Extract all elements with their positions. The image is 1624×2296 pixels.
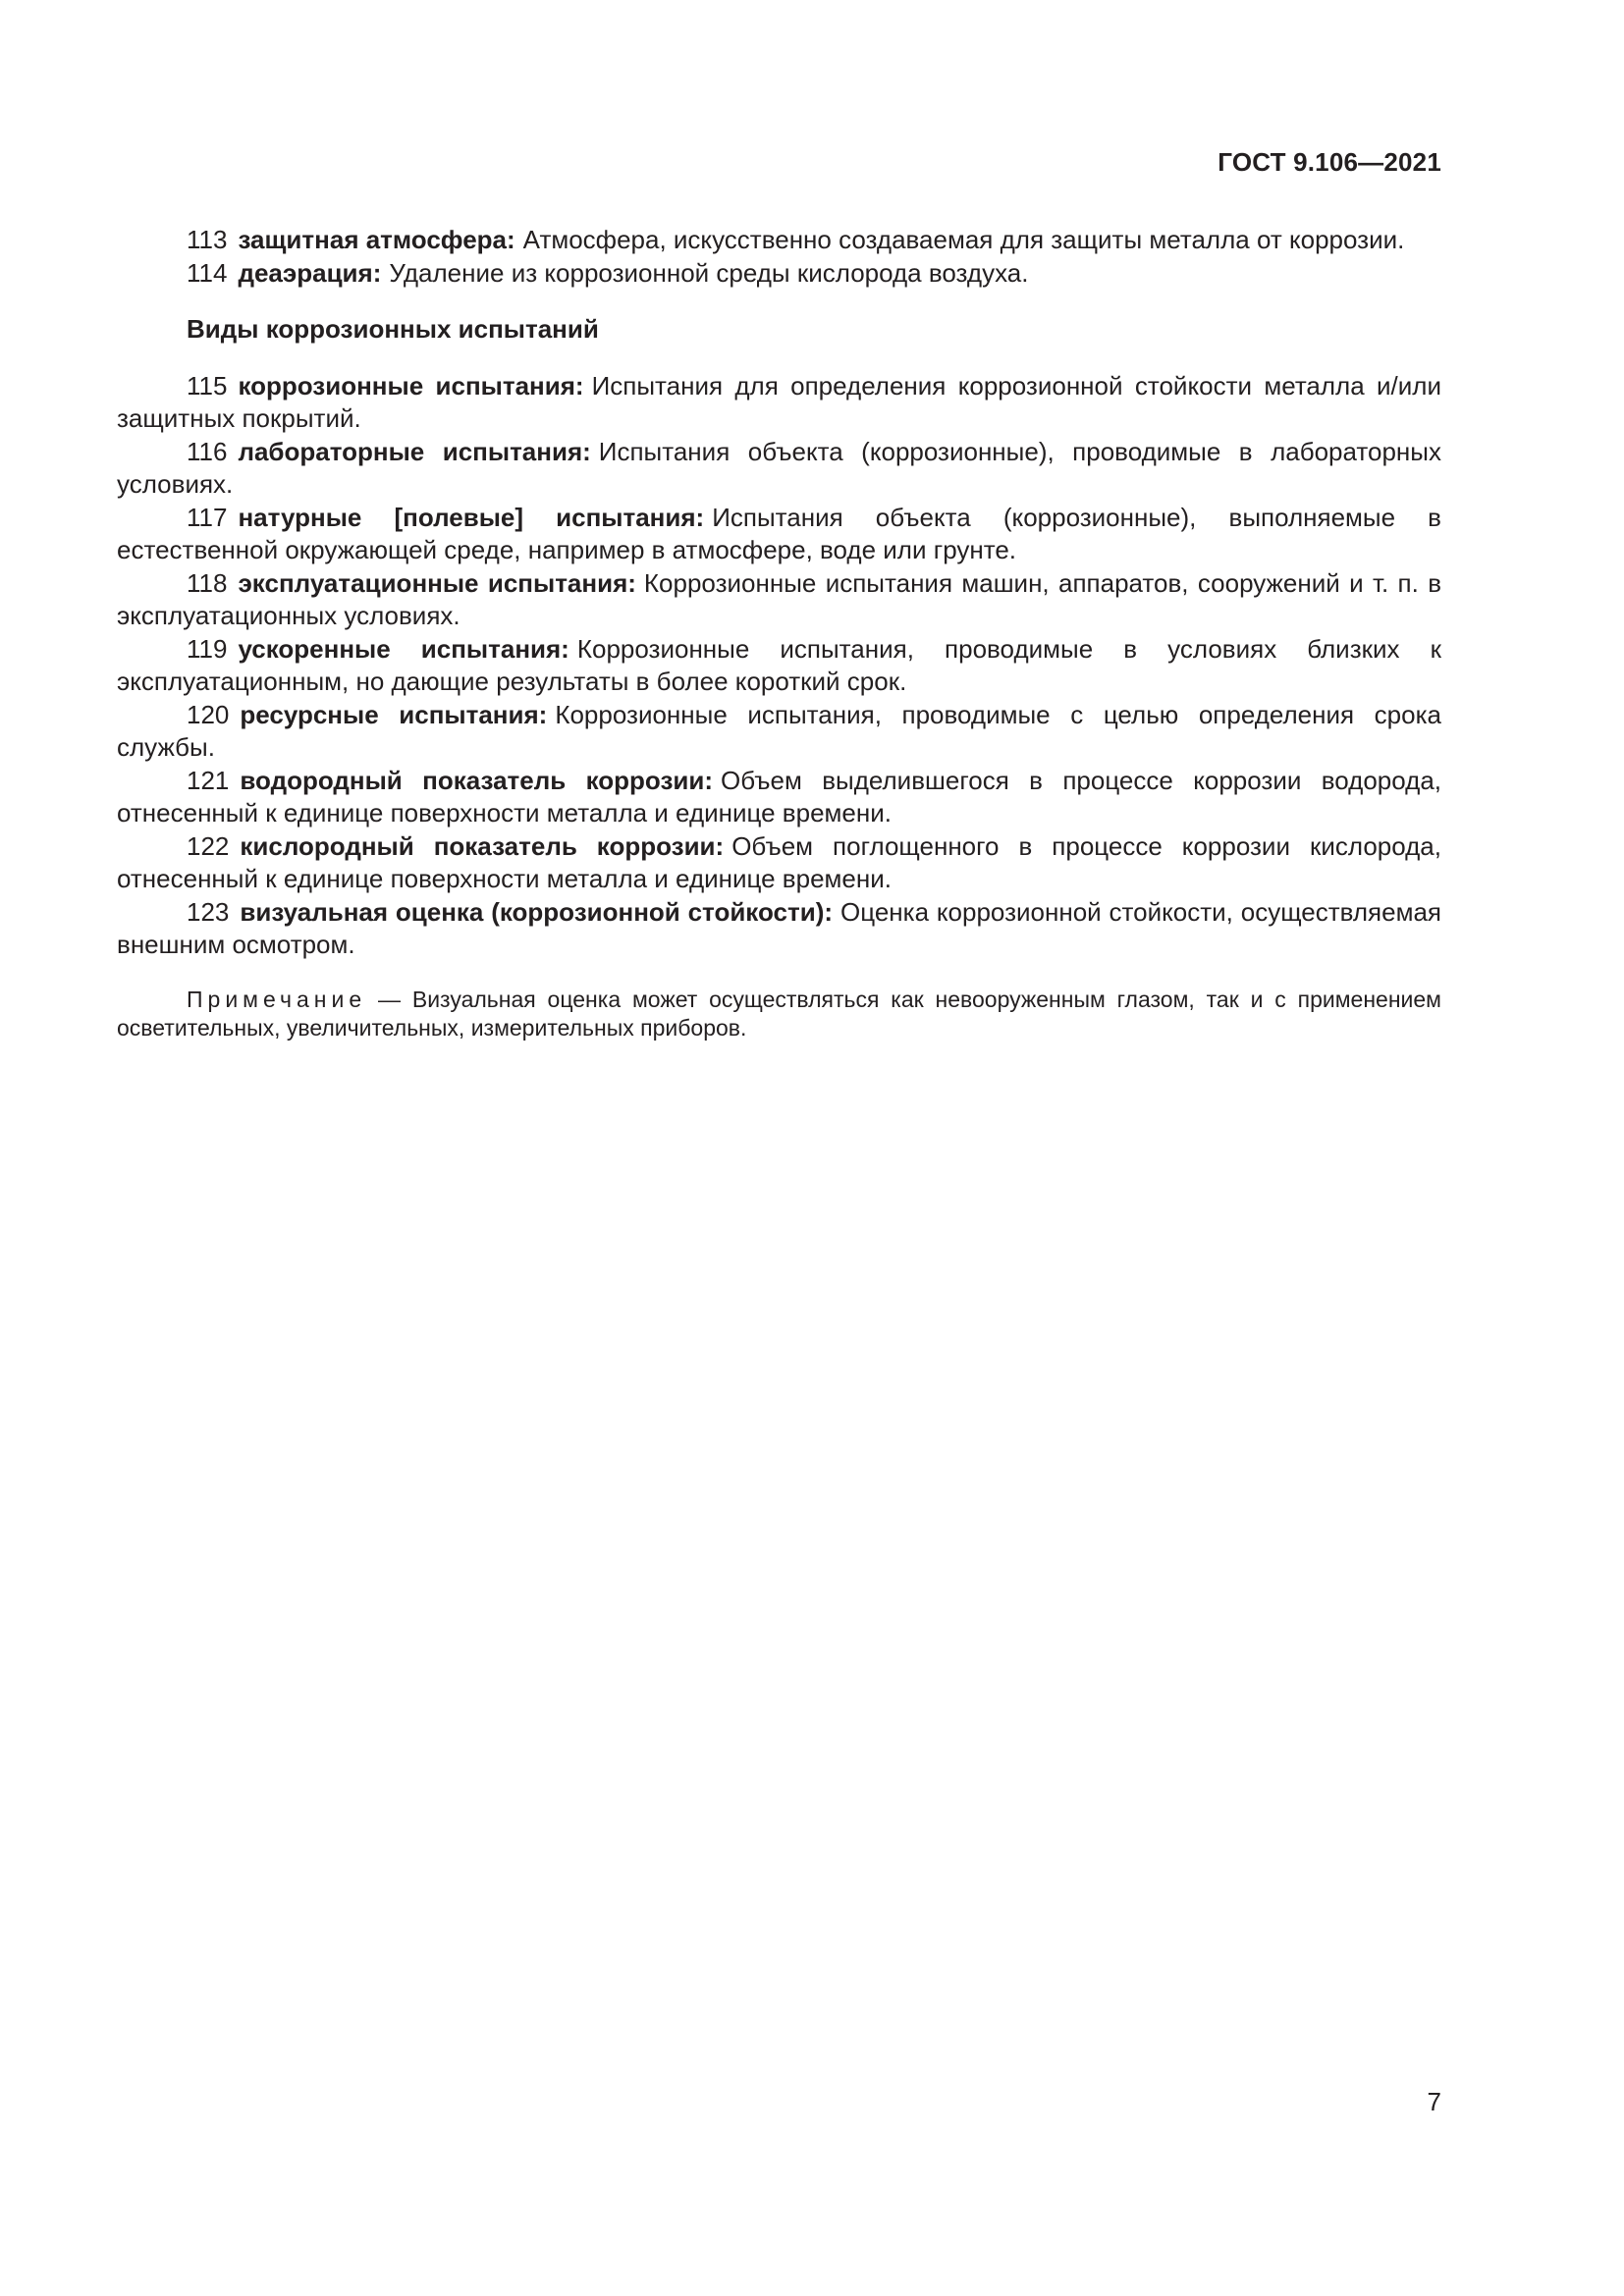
term-definition: Испытания объекта (коррозионные), проводимые в лабораторных условиях. [117, 436, 1441, 499]
term-name: ускоренные испытания: [238, 633, 569, 664]
term-definition: Атмосфера, искусственно создаваемая для защиты металла от коррозии. [522, 225, 1405, 254]
term-definition: Коррозионные испытания, проводимые с целью определения срока службы. [117, 699, 1441, 762]
term-number: 119 [187, 633, 228, 664]
term-number: 113 [187, 225, 228, 254]
term-name: лабораторные испытания: [238, 436, 591, 466]
term-number: 121 [187, 765, 230, 795]
term-entry-123 [117, 896, 1441, 962]
note-label: Примечание [187, 986, 367, 1012]
term-definition: Испытания для определения коррозионной стойкости металла и/или защитных покрытий. [117, 370, 1441, 433]
term-number: 122 [187, 830, 230, 861]
term-number: 114 [187, 257, 228, 288]
page-content [117, 224, 1441, 1042]
term-name: натурные [полевые] испытания: [238, 502, 705, 532]
term-name: коррозионные испытания: [238, 370, 584, 400]
term-definition: Испытания объекта (коррозионные), выполняемые в естественной окружающей среде, например в атмосфере, воде или грунте. [117, 502, 1441, 564]
term-entry-122 [117, 830, 1441, 896]
note-text: — Визуальная оценка может осуществляться как невооруженным глазом, так и с применением осветительных, увеличительных, измерительных приборов. [117, 986, 1441, 1041]
term-entry-114 [117, 257, 1441, 291]
term-definition: Коррозионные испытания, проводимые в условиях близких к эксплуатационным, но дающие результаты в более короткий срок. [117, 633, 1441, 696]
term-entry-113 [117, 224, 1441, 257]
term-entry-118 [117, 567, 1441, 633]
term-number: 123 [187, 896, 230, 927]
term-number: 120 [187, 699, 230, 729]
term-name: эксплуатационные испытания: [238, 567, 636, 598]
note [117, 986, 1441, 1042]
term-entry-115 [117, 370, 1441, 436]
document-id-header: ГОСТ 9.106—2021 [1218, 147, 1441, 177]
term-definition: Объем поглощенного в процессе коррозии кислорода, отнесенный к единице поверхности металла и единице времени. [117, 830, 1441, 893]
term-name: кислородный показатель коррозии: [240, 830, 725, 861]
term-name: водородный показатель коррозии: [240, 765, 714, 795]
term-name: визуальная оценка (коррозионной стойкости): [240, 896, 834, 927]
term-definition: Объем выделившегося в процессе коррозии водорода, отнесенный к единице поверхности металла и единице времени. [117, 765, 1442, 828]
term-entry-120 [117, 699, 1441, 765]
page-number: 7 [1427, 2087, 1441, 2116]
term-entry-116 [117, 436, 1441, 502]
term-number: 116 [187, 436, 228, 466]
term-number: 117 [187, 502, 228, 532]
term-definition: Оценка коррозионной стойкости, осуществляемая внешним осмотром. [117, 896, 1441, 959]
term-name: ресурсные испытания: [240, 699, 548, 729]
term-number: 118 [187, 567, 228, 598]
term-entry-121 [117, 765, 1441, 830]
term-entry-119 [117, 633, 1441, 699]
term-number: 115 [187, 370, 228, 400]
term-entry-117 [117, 502, 1441, 567]
section-heading: Виды коррозионных испытаний [187, 314, 599, 344]
term-name: защитная атмосфера: [238, 225, 515, 254]
term-name: деаэрация: [238, 257, 382, 288]
term-definition: Удаление из коррозионной среды кислорода воздуха. [389, 257, 1029, 288]
term-definition: Коррозионные испытания машин, аппаратов, сооружений и т. п. в эксплуатационных условиях. [117, 567, 1442, 630]
